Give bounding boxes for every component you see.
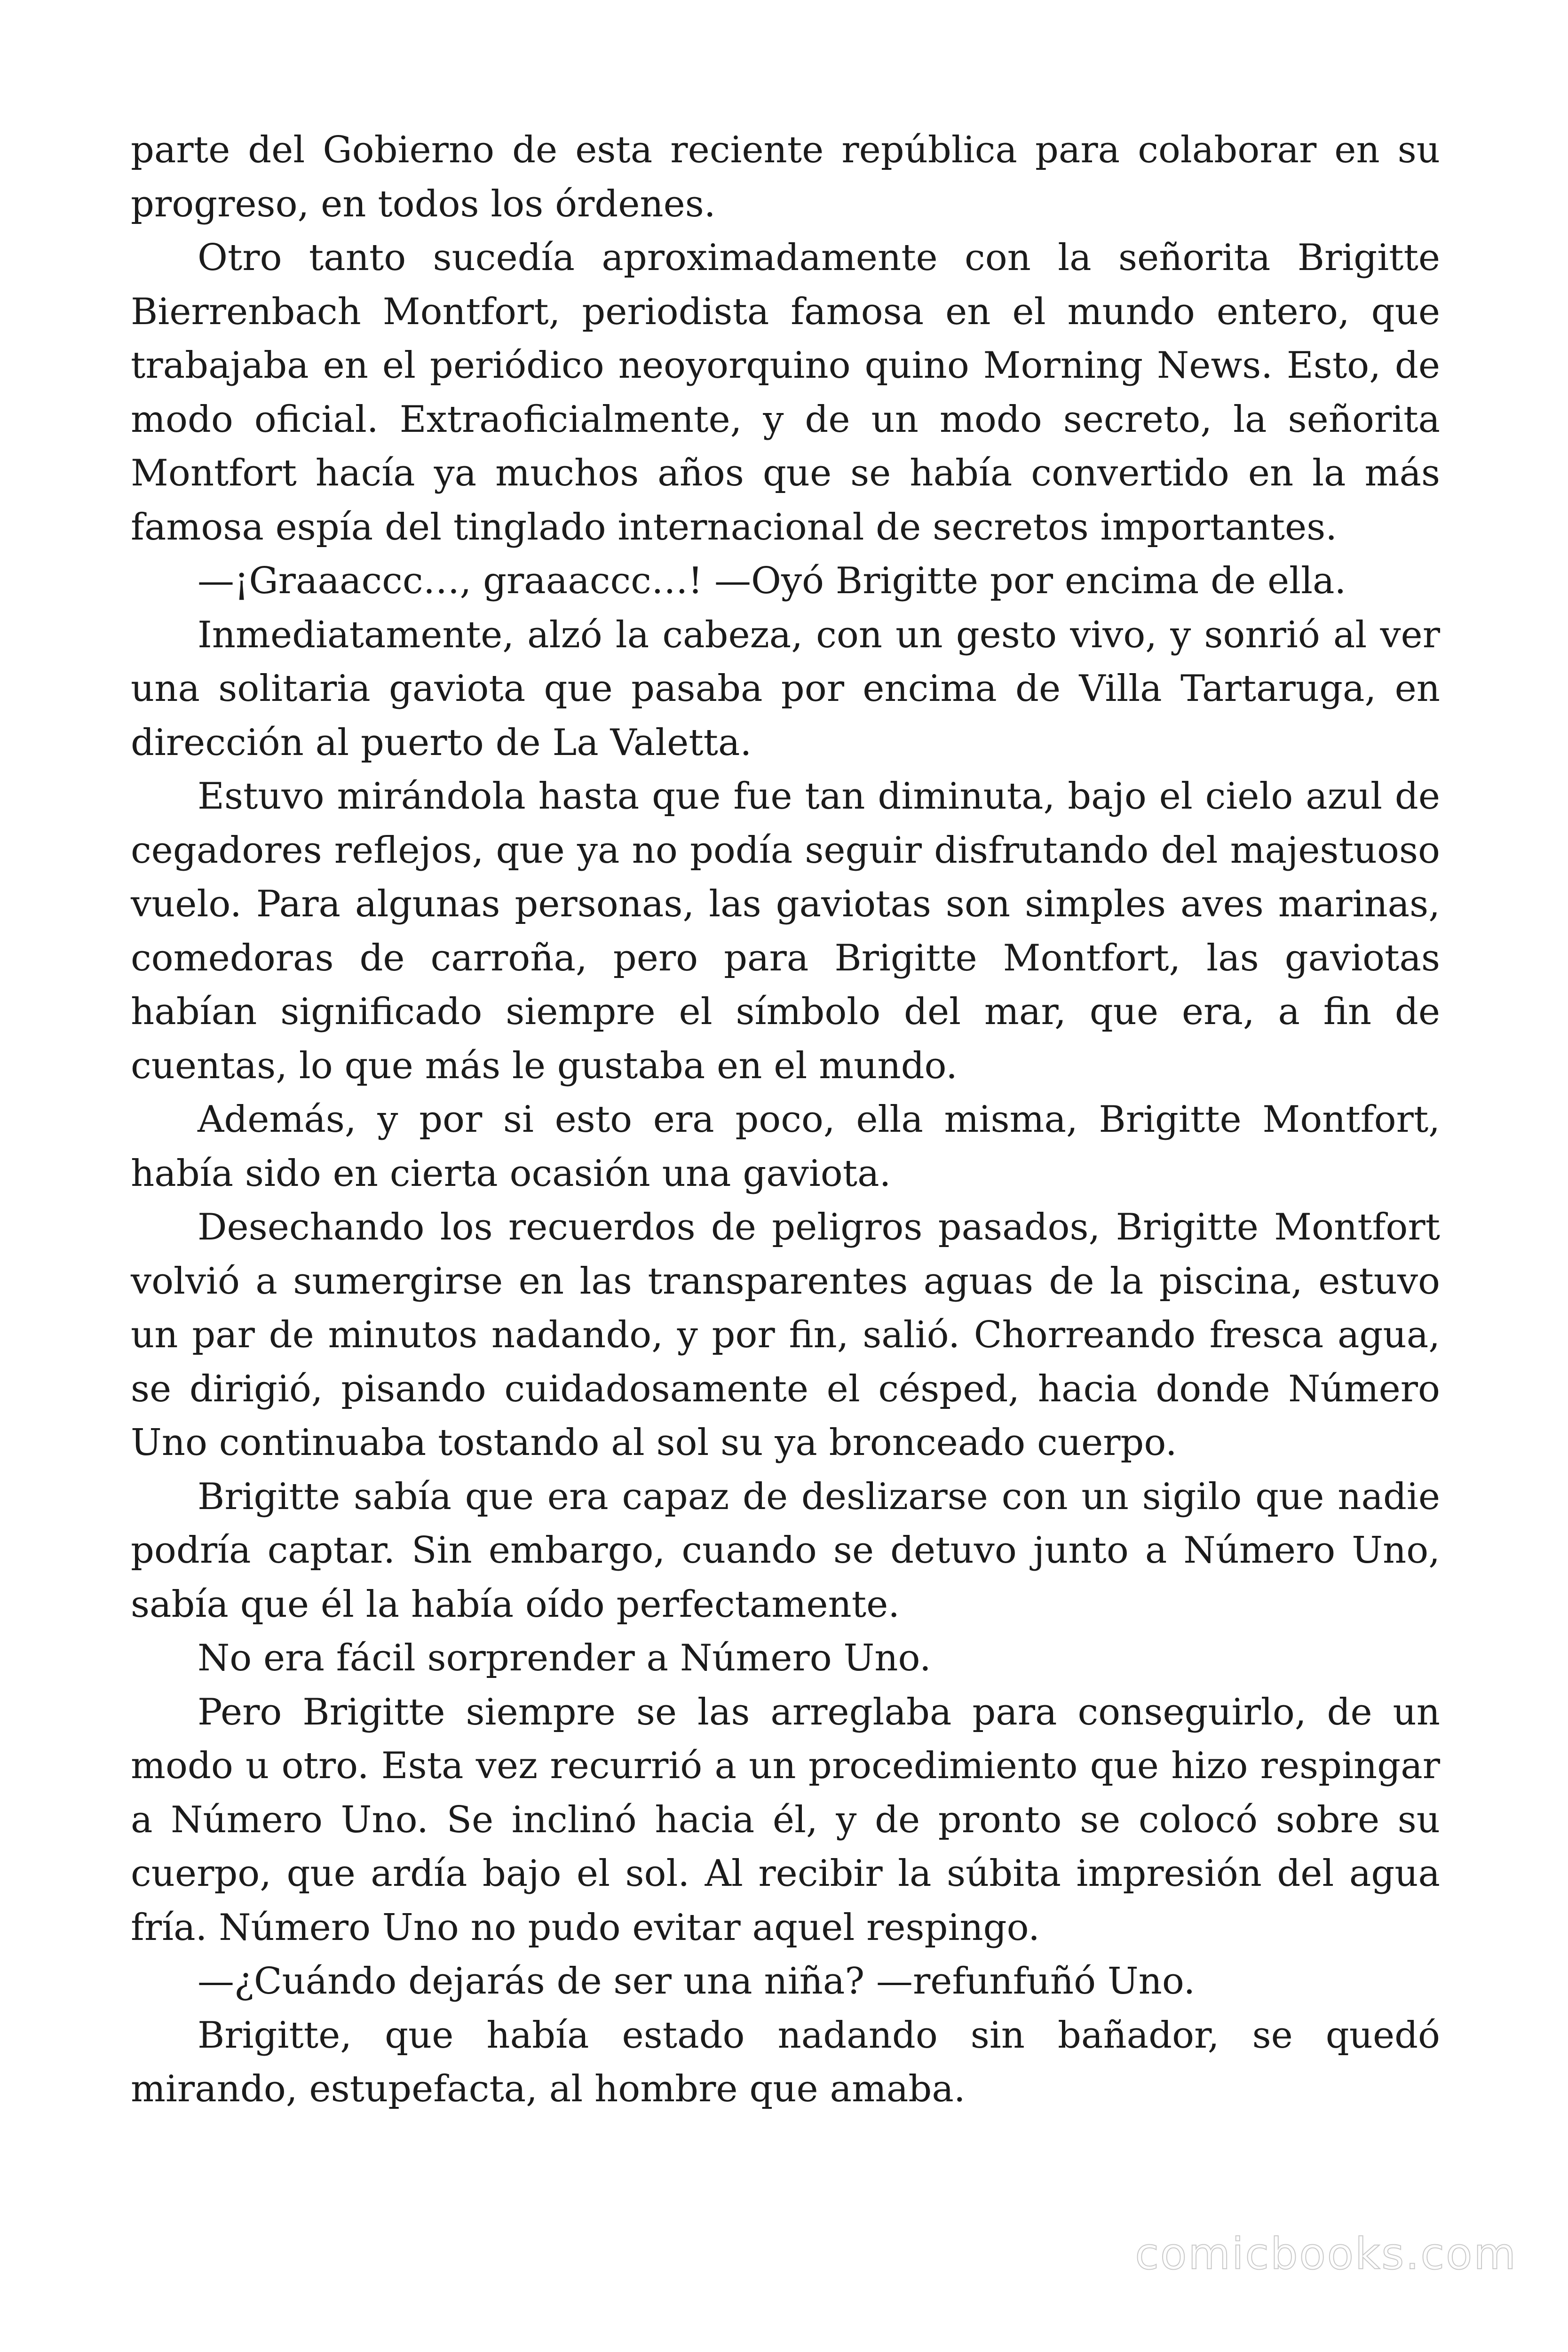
- paragraph: parte del Gobierno de esta reciente república para colaborar en su progreso, en todos los órdenes.: [131, 129, 1440, 225]
- paragraph: Brigitte, que había estado nadando sin bañador, se quedó mirando, estupefacta, al hombre que amaba.: [131, 2014, 1440, 2110]
- paragraph: Pero Brigitte siempre se las arreglaba para conseguirlo, de un modo u otro. Esta vez recurrió a un procedimiento que hizo respingar a Número Uno. Se inclinó hacia él, y de pronto se colocó sobre su cuerpo, que ardía bajo el sol. Al recibir la súbita impresión del agua fría. Número Uno no pudo evitar aquel respingo.: [131, 1691, 1440, 1949]
- paragraph: Además, y por si esto era poco, ella misma, Brigitte Montfort, había sido en cierta ocasión una gaviota.: [131, 1098, 1440, 1195]
- paragraph: —¡Graaaccc…, graaaccc…! —Oyó Brigitte por encima de ella.: [198, 560, 1346, 602]
- watermark: comicbooks.com: [1135, 2229, 1517, 2279]
- paragraph: Inmediatamente, alzó la cabeza, con un gesto vivo, y sonrió al ver una solitaria gaviota que pasaba por encima de Villa Tartaruga, en dirección al puerto de La Valetta.: [131, 613, 1440, 764]
- paragraph: —¿Cuándo dejarás de ser una niña? —refunfuñó Uno.: [198, 1960, 1196, 2002]
- book-page-text: [131, 123, 1440, 2116]
- paragraph: Desechando los recuerdos de peligros pasados, Brigitte Montfort volvió a sumergirse en las transparentes aguas de la piscina, estuvo un par de minutos nadando, y por fin, salió. Chorreando fresca agua, se dirigió, pisando cuidadosamente el césped, hacia donde Número Uno continuaba tostando al sol su ya bronceado cuerpo.: [131, 1206, 1440, 1464]
- paragraph: Brigitte sabía que era capaz de deslizarse con un sigilo que nadie podría captar. Sin embargo, cuando se detuvo junto a Número Uno, sabía que él la había oído perfectamente.: [131, 1475, 1440, 1626]
- paragraph: Estuvo mirándola hasta que fue tan diminuta, bajo el cielo azul de cegadores reflejos, que ya no podía seguir disfrutando del majestuoso vuelo. Para algunas personas, las gaviotas son simples aves marinas, comedoras de carroña, pero para Brigitte Montfort, las gaviotas habían significado siempre el símbolo del mar, que era, a fin de cuentas, lo que más le gustaba en el mundo.: [131, 775, 1440, 1087]
- paragraph: Otro tanto sucedía aproximadamente con la señorita Brigitte Bierrenbach Montfort, periodista famosa en el mundo entero, que trabajaba en el periódico neoyorquino quino Morning News. Esto, de modo oficial. Extraoficialmente, y de un modo secreto, la señorita Montfort hacía ya muchos años que se había convertido en la más famosa espía del tinglado internacional de secretos importantes.: [131, 237, 1440, 548]
- paragraph: No era fácil sorprender a Número Uno.: [198, 1637, 931, 1679]
